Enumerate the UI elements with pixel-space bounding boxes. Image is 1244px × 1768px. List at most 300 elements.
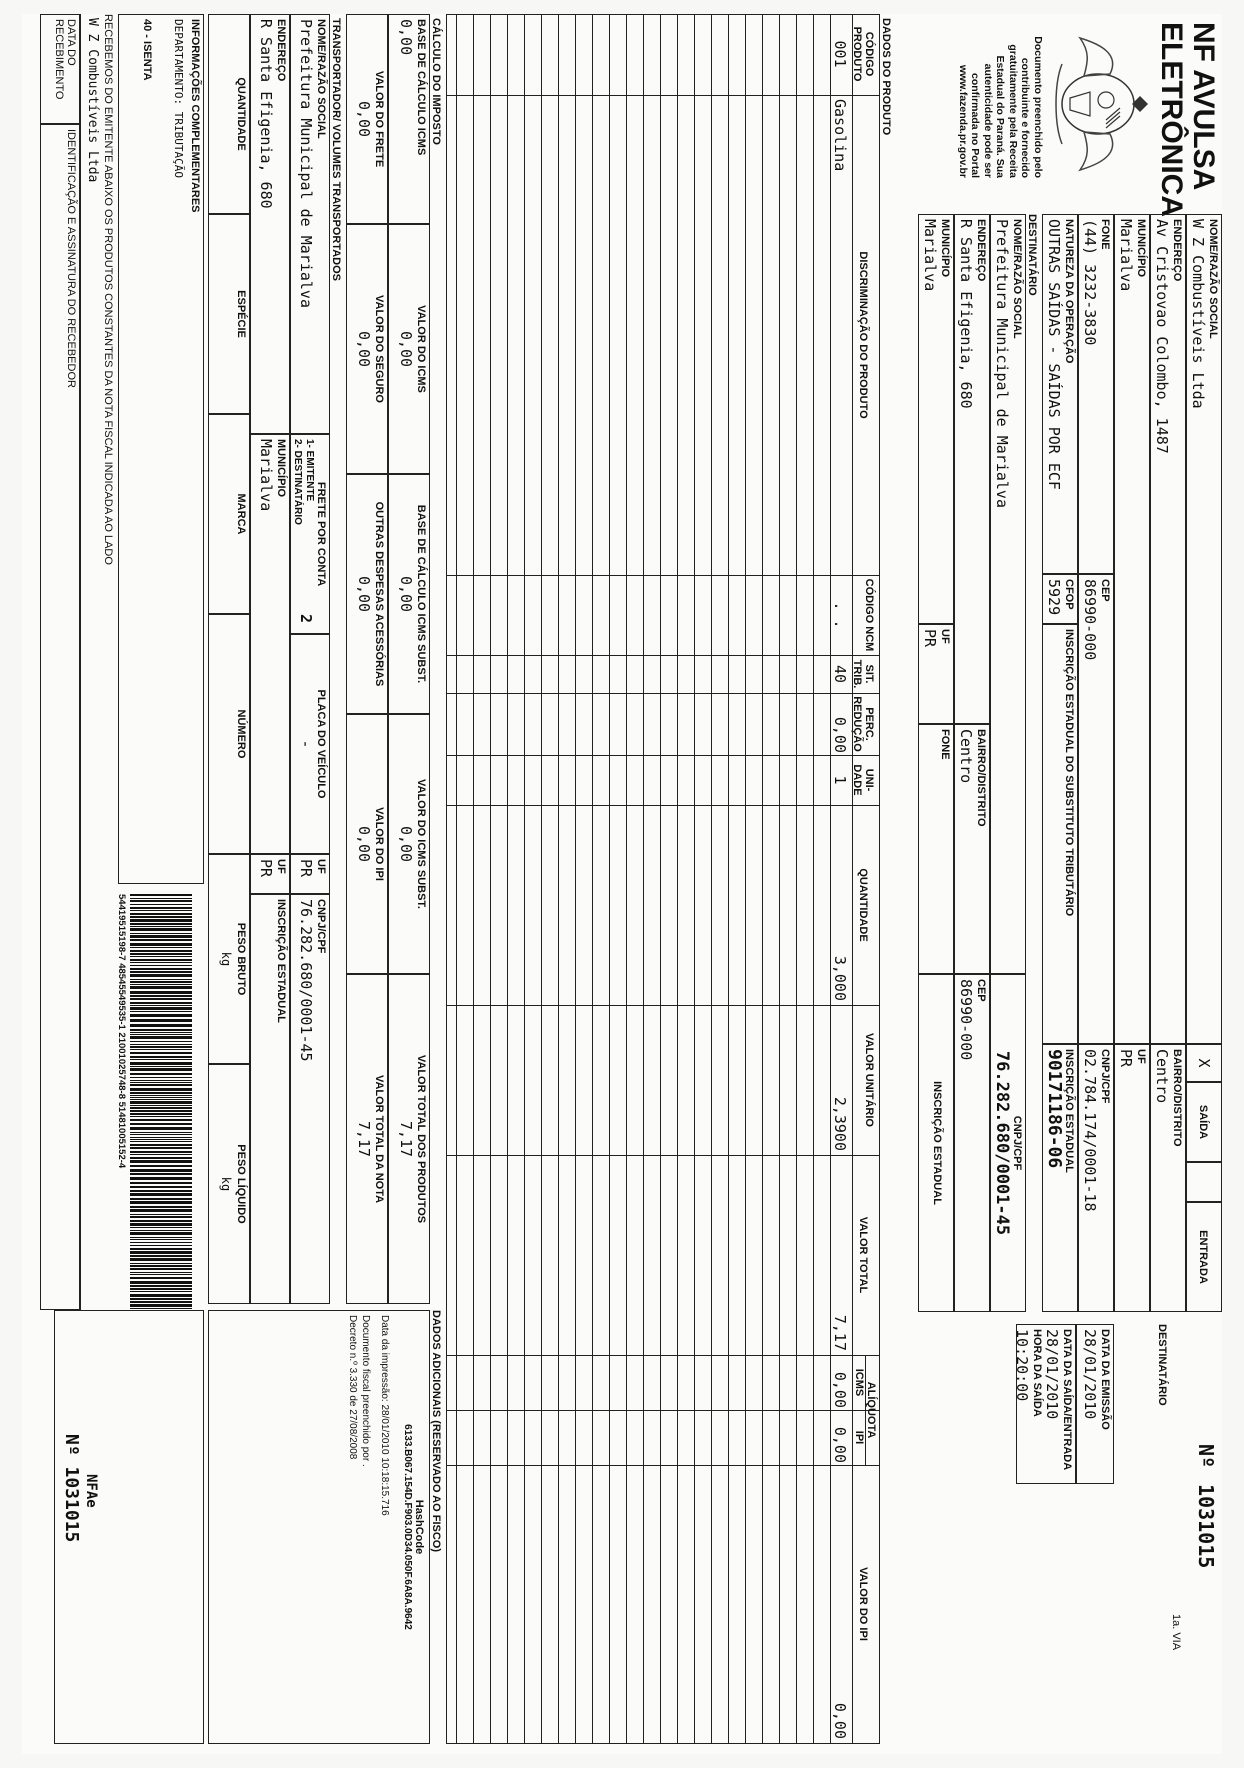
barcode-bar (130, 1239, 192, 1240)
barcode-bar (130, 1169, 192, 1172)
barcode-bar (130, 974, 192, 977)
adicionais-box (208, 1310, 430, 1744)
barcode-bar (130, 1092, 192, 1094)
calculo-section-label: CÁLCULO DO IMPOSTO (430, 18, 442, 145)
grid-row-line (813, 15, 814, 1743)
complementares-label: INFORMAÇÕES COMPLEMENTARES (189, 19, 201, 213)
item-valor-ipi: 0,00 (831, 1702, 849, 1739)
barcode-bar (130, 907, 192, 909)
data-saida-label: DATA DA SAÍDA/ENTRADA (1061, 1329, 1073, 1471)
grid-row-line (592, 15, 593, 1743)
base-icms-label: BASE DE CÁLCULO ICMS (415, 19, 427, 156)
barcode-bar (130, 1281, 192, 1284)
item-valor-total: 7,17 (831, 1314, 849, 1351)
grid-row-line (575, 15, 576, 1743)
nf-avulsa-document (22, 14, 1222, 1754)
transp-numero-cell (208, 614, 250, 854)
dest-bairro: Centro (957, 729, 975, 784)
grid-row-line (490, 15, 491, 1743)
barcode-bar (130, 1304, 192, 1307)
barcode-bar (130, 898, 192, 899)
transportador-section-label: TRANSPORTADOR/ VOLUMES TRANSPORTADOS (330, 18, 342, 281)
barcode-bar (130, 1223, 192, 1226)
emitente-cep: 86990-000 (1081, 579, 1099, 661)
transp-nome-label: NOME/RAZÃO SOCIAL (315, 19, 327, 139)
grid-row-line (643, 15, 644, 1743)
barcode-bar (130, 1248, 192, 1250)
emitente-nome-cell (1186, 214, 1222, 1044)
barcode-bar (130, 1082, 192, 1083)
transp-frete-value: 2 (297, 613, 315, 623)
grid-column-line (447, 575, 879, 576)
barcode-bar (130, 928, 192, 931)
barcode-bar (130, 894, 192, 896)
transp-placa-label: PLACA DO VEÍCULO (315, 689, 327, 799)
emitente-ie-cell (1042, 1044, 1078, 1312)
barcode-bar (130, 1019, 192, 1022)
barcode-bar (130, 1206, 192, 1208)
transp-quantidade-cell (208, 14, 250, 214)
barcode-bar (130, 1024, 192, 1027)
nf-number-label: Nº (1194, 1444, 1218, 1469)
transp-uf2-label: UF (275, 859, 287, 874)
col-valor-total: VALOR TOTAL (857, 1216, 869, 1294)
item-sit: 40 (831, 664, 849, 684)
data-recebimento-label: DATA DO RECEBIMENTO (53, 19, 77, 100)
item-descricao: Gasolina (831, 99, 849, 172)
barcode-bar (130, 933, 192, 934)
barcode-bar (130, 1291, 192, 1292)
emitente-ie: 90171186-06 (1044, 1049, 1065, 1169)
emitente-uf-label: UF (1135, 1049, 1147, 1064)
outras: 0,00 (355, 575, 373, 613)
barcode-bar (130, 1274, 192, 1275)
barcode-bar (130, 1032, 192, 1033)
adicionais-section-label: DADOS ADICIONAIS (RESERVADO AO FISCO) (430, 1310, 442, 1553)
item-quantidade: 3,000 (831, 955, 849, 1001)
natureza: OUTRAS SAÍDAS - SAÍDAS POR ECF (1045, 219, 1063, 490)
emitente-endereco: Av Cristovao Colombo, 1487 (1153, 219, 1171, 454)
col-unidade: UNI- DADE (851, 764, 875, 796)
produtos-table (446, 14, 880, 1744)
frete-label: VALOR DO FRETE (373, 70, 385, 168)
barcode-bar (130, 1298, 192, 1300)
portal-note: Documento preenchido pelo contribuinte e fornecido gratuitamente pela Receita Estadual do Paraná. Sua autenticidade pode ser confirmada no Portal www.fazenda.pr.gov.br (957, 36, 1044, 178)
dest-nome-label: NOME/RAZÃO SOCIAL (1011, 219, 1023, 339)
dest-uf: PR (921, 629, 939, 648)
valor-icms-label: VALOR DO ICMS (415, 305, 427, 393)
grid-column-line (447, 755, 879, 756)
transp-marca-label: MARCA (235, 493, 247, 535)
item-unidade: 1 (831, 775, 849, 785)
dest-ie-cell (918, 974, 954, 1312)
barcode-bar (130, 939, 192, 941)
barcode-bar (130, 1046, 192, 1048)
transp-municipio: Marialva (257, 439, 275, 512)
emitente-cnpj: 02.784.174/0001-18 (1081, 1049, 1099, 1212)
destinatario-tag: DESTINATÁRIO (1156, 1324, 1168, 1406)
col-valor-ipi: VALOR DO IPI (857, 1567, 869, 1641)
barcode-bar (130, 1137, 192, 1138)
dest-fone-label: FONE (939, 729, 951, 760)
barcode-bar (130, 1201, 192, 1204)
grid-column-line (447, 805, 879, 806)
nf-number: 1031015 (1194, 1484, 1218, 1569)
item-perc: 0,00 (831, 716, 849, 753)
barcode-bar (130, 947, 192, 948)
col-descricao: DISCRIMINAÇÃO DO PRODUTO (857, 251, 869, 419)
dest-nome: Prefeitura Municipal de Marialva (993, 219, 1011, 508)
barcode-bar (130, 1132, 192, 1133)
transp-peso-bruto-cell (208, 854, 250, 1064)
barcode-bar (130, 1308, 192, 1309)
barcode-bar (130, 1157, 192, 1159)
data-saida-cell (1013, 1324, 1076, 1484)
barcode-bar (130, 916, 192, 918)
grid-column-line (447, 655, 879, 656)
barcode-bar (130, 1173, 192, 1175)
grid-row-line (456, 15, 457, 1743)
dest-cep-label: CEP (975, 979, 987, 1002)
outras-label: OUTRAS DESPESAS ACESSÓRIAS (373, 501, 385, 687)
col-quantidade: QUANTIDADE (857, 868, 869, 942)
seguro-cell (346, 224, 388, 474)
barcode-bar (130, 1044, 192, 1045)
barcode-bar (130, 968, 192, 970)
brand-line1: NF AVULSA (1187, 22, 1220, 191)
barcode-bar (130, 1139, 192, 1140)
barcode-bar (130, 1059, 192, 1060)
doc-fiscal: Documento fiscal preenchido por . (360, 1315, 371, 1467)
barcode-bar (130, 1193, 192, 1196)
data-emissao-cell (1076, 1324, 1114, 1484)
barcode-bar (130, 956, 192, 957)
transp-peso-liquido-unit: kg (219, 1176, 233, 1192)
transp-peso-liquido-cell (208, 1064, 250, 1304)
transp-frete-opt2: 2- DESTINATÁRIO (292, 439, 303, 525)
ie-subst-cell (1042, 624, 1078, 1044)
barcode-bar (130, 1116, 192, 1117)
barcode-bar (130, 1230, 192, 1231)
impressao: Data da impressão: 28/01/2010 10:18:15.716 (379, 1315, 390, 1516)
emitente-cep-label: CEP (1099, 579, 1111, 602)
dest-endereco-label: ENDEREÇO (975, 219, 987, 282)
transp-uf2-cell (250, 854, 290, 894)
barcode-bar (130, 943, 192, 946)
via-block (1150, 1324, 1186, 1744)
grid-column-line (447, 693, 879, 694)
emitente-municipio-cell (1114, 214, 1150, 1044)
total-nota-cell (346, 974, 388, 1304)
barcode-bar (130, 1151, 192, 1153)
product-grid (447, 15, 879, 1743)
base-icms-cell (388, 14, 430, 224)
barcode-bar (130, 1232, 192, 1235)
saida-mark: X (1195, 1058, 1213, 1068)
barcode-bar (130, 1245, 192, 1246)
grid-row-line (677, 15, 678, 1743)
grid-column-line (447, 1465, 879, 1466)
barcode-bar (130, 910, 192, 911)
grid-column-line (447, 95, 879, 96)
transp-quantidade-label: QUANTIDADE (235, 77, 247, 151)
transp-placa-cell (290, 634, 330, 854)
valor-subst-label: VALOR DO ICMS SUBST. (415, 779, 427, 909)
barcode-bar (130, 984, 192, 985)
barcode-bar (130, 962, 192, 963)
isenta: 40 - ISENTA (141, 19, 153, 81)
seguro: 0,00 (355, 330, 373, 368)
barcode-bar (130, 1263, 192, 1264)
barcode-bar (130, 1186, 192, 1188)
emitente-nome: W Z Combustíveis Ltda (1189, 219, 1207, 409)
grid-row-line (745, 15, 746, 1743)
transp-nome-cell (290, 14, 330, 434)
barcode-bar (130, 959, 192, 961)
barcode-bar (130, 1036, 192, 1039)
emitente-bairro: Centro (1153, 1049, 1171, 1104)
total-produtos-cell (388, 974, 430, 1304)
barcode-bar (130, 1277, 192, 1279)
transp-uf: PR (297, 859, 315, 878)
barcode-bar (130, 1062, 192, 1065)
barcode-bar (130, 1041, 192, 1042)
emitente-nome-label: NOME/RAZÃO SOCIAL (1207, 219, 1219, 339)
cfop: 5929 (1045, 579, 1063, 616)
barcode-bar (130, 1134, 192, 1135)
grid-row-line (473, 15, 474, 1743)
barcode-bar (130, 1113, 192, 1115)
valor-icms-cell (388, 224, 430, 474)
barcode-bar (130, 1265, 192, 1267)
natureza-cell (1042, 214, 1078, 574)
decreto: Decreto n.º 3.330 de 27/08/2008 (347, 1315, 358, 1460)
barcode-bar (130, 1101, 192, 1104)
col-icms: ICMS (853, 1368, 865, 1397)
frete-cell (346, 14, 388, 224)
total-nota-label: VALOR TOTAL DA NOTA (373, 1074, 385, 1204)
dest-cnpj: 76.282.680/0001-45 (992, 1050, 1012, 1236)
barcode-bar (130, 1154, 192, 1155)
brand-block (1052, 14, 1222, 217)
emitente-municipio: Marialva (1117, 219, 1135, 292)
barcode-bar (130, 1209, 192, 1212)
base-icms: 0,00 (397, 19, 415, 56)
barcode-bar (130, 1080, 192, 1081)
barcode-bar (130, 1049, 192, 1050)
barcode-bar (130, 1268, 192, 1270)
barcode-bar (130, 900, 192, 902)
barcode-bar (130, 1237, 192, 1238)
barcode-bar (130, 1005, 192, 1006)
barcode-bar (130, 1182, 192, 1184)
barcode-bar (130, 1014, 192, 1017)
barcode-bar (130, 1242, 192, 1243)
item-valor-unit: 2,3900 (831, 1096, 849, 1151)
emitente-fone-cell (1078, 214, 1114, 574)
barcode-bar (130, 1088, 192, 1091)
barcode-bar (130, 1095, 192, 1096)
transp-nome: Prefeitura Municipal de Marialva (297, 19, 315, 308)
transp-frete-label: FRETE POR CONTA (315, 481, 327, 587)
barcode-bar (130, 1141, 192, 1142)
data-emissao-label: DATA DA EMISSÃO (1099, 1329, 1111, 1430)
departamento: DEPARTAMENTO: TRIBUTAÇÃO (172, 19, 185, 178)
col-codigo: CÓDIGO PRODUTO (851, 26, 875, 82)
barcode-bar (130, 1119, 192, 1121)
barcode-bar (130, 1007, 192, 1010)
grid-row-line (762, 15, 763, 1743)
barcode-bar (130, 1011, 192, 1012)
dest-cnpj-cell (990, 974, 1026, 1312)
grid-row-line (694, 15, 695, 1743)
emitente-uf: PR (1117, 1049, 1135, 1068)
valor-subst-cell (388, 714, 430, 974)
grid-row-line (796, 15, 797, 1743)
barcode-bar (130, 1190, 192, 1192)
nf-number-block (1186, 1324, 1222, 1744)
entrada-blank-cell (1186, 1162, 1222, 1202)
emitente-cnpj-cell (1078, 1044, 1114, 1312)
barcode-bar (130, 1160, 192, 1163)
barcode-bar (130, 1165, 192, 1167)
transp-cnpj-label: CNPJ/CPF (315, 899, 327, 954)
canhoto-emitente-cell (80, 14, 102, 1310)
dest-ie-label: INSCRIÇÃO ESTADUAL (931, 1081, 943, 1205)
dest-municipio-cell (918, 214, 954, 624)
item-ipi: 0,00 (831, 1426, 849, 1463)
grid-row-line (524, 15, 525, 1743)
barcode (130, 894, 192, 1314)
total-nota: 7,17 (355, 1120, 373, 1158)
base-subst-label: BASE DE CÁLCULO ICMS SUBST. (415, 504, 427, 684)
transp-municipio-label: MUNICÍPIO (275, 439, 287, 498)
grid-row-line (626, 15, 627, 1743)
transp-especie-cell (208, 214, 250, 414)
barcode-bar (130, 1056, 192, 1058)
transp-uf-cell (290, 854, 330, 894)
barcode-bar (130, 1214, 192, 1215)
barcode-bar (130, 1029, 192, 1031)
col-ncm: CÓDIGO NCM (863, 578, 875, 652)
barcode-bar (130, 913, 192, 915)
dest-municipio-label: MUNICÍPIO (939, 219, 951, 278)
transp-frete-opt1: 1- EMITENTE (304, 439, 315, 502)
parana-coat-of-arms-icon (1052, 34, 1150, 174)
transp-cnpj: 76.282.680/0001-45 (297, 899, 315, 1062)
transp-endereco-label: ENDEREÇO (275, 19, 287, 82)
total-produtos: 7,17 (397, 1120, 415, 1158)
barcode-bar (130, 953, 192, 955)
nfae-label: NFAe (83, 1474, 99, 1508)
identificacao-label: IDENTIFICAÇÃO E ASSINATURA DO RECEBEDOR (65, 129, 77, 388)
emitente-fone: (44) 3232-3830 (1081, 219, 1099, 346)
transp-numero-label: NÚMERO (235, 709, 247, 759)
barcode-bar (130, 935, 192, 938)
barcode-bar (130, 1288, 192, 1290)
item-codigo: 001 (831, 40, 849, 68)
barcode-bar (130, 926, 192, 927)
barcode-bar (130, 1123, 192, 1125)
grid-column-line (447, 1410, 879, 1411)
grid-row-line (711, 15, 712, 1743)
emitente-endereco-cell (1150, 214, 1186, 1044)
barcode-bar (130, 1255, 192, 1257)
hashcode: 6133.B067.154D.F903.0D34.050F.6A8A.9642 (402, 1424, 413, 1630)
barcode-bar (130, 1272, 192, 1273)
emitente-municipio-label: MUNICÍPIO (1135, 219, 1147, 278)
barcode-text: 54419515198-7 48545549535-1 21001025748-8 51481005152-4 (116, 894, 127, 1169)
transp-cnpj-cell (290, 894, 330, 1304)
via-label: 1a. VIA (1170, 1614, 1182, 1651)
saida-label: SAÍDA (1197, 1104, 1209, 1140)
col-valor-unit: VALOR UNITÁRIO (863, 1033, 875, 1127)
data-saida: 28/01/2010 (1043, 1329, 1061, 1420)
barcode-bar (130, 1077, 192, 1078)
barcode-bar (130, 1127, 192, 1130)
emitente-bairro-label: BAIRRO/DISTRITO (1171, 1049, 1183, 1147)
barcode-bar (130, 971, 192, 973)
identificacao-cell (40, 124, 80, 1310)
barcode-bar (130, 1107, 192, 1109)
emitente-uf-cell (1114, 1044, 1150, 1312)
barcode-bar (130, 991, 192, 994)
barcode-bar (130, 1034, 192, 1035)
natureza-label: NATUREZA DA OPERAÇÃO (1063, 219, 1075, 364)
barcode-bar (130, 986, 192, 989)
grid-column-line (447, 1355, 879, 1356)
dest-cnpj-label: CNPJ/CPF (1011, 1115, 1023, 1171)
barcode-bar (130, 1144, 192, 1146)
nfae-block (42, 1434, 102, 1734)
barcode-bar (130, 1227, 192, 1228)
dest-cep-cell (954, 974, 990, 1312)
barcode-bar (130, 1073, 192, 1075)
dest-cep: 86990-000 (957, 979, 975, 1061)
grid-row-line (830, 15, 831, 1743)
base-subst: 0,00 (397, 575, 415, 613)
grid-column-line (447, 1155, 879, 1156)
data-recebimento-cell (40, 14, 80, 124)
barcode-bar (130, 1068, 192, 1071)
barcode-bar (130, 979, 192, 980)
dest-municipio: Marialva (921, 219, 939, 292)
frete: 0,00 (355, 100, 373, 138)
barcode-bar (130, 1294, 192, 1297)
grid-row-line (507, 15, 508, 1743)
cfop-cell (1042, 574, 1078, 624)
grid-row-line (541, 15, 542, 1743)
total-produtos-label: VALOR TOTAL DOS PRODUTOS (415, 1054, 427, 1224)
brand-line2: ELETRÔNICA (1155, 22, 1188, 217)
calc-ipi-cell (346, 714, 388, 974)
transp-municipio-cell (250, 434, 290, 854)
transp-ie-label: INSCRIÇÃO ESTADUAL (275, 899, 287, 1023)
barcode-bar (130, 1216, 192, 1218)
col-sit: SIT. TRIB. (851, 659, 875, 689)
barcode-bar (130, 1052, 192, 1054)
grid-row-line (660, 15, 661, 1743)
grid-row-line (609, 15, 610, 1743)
item-icms: 0,00 (831, 1371, 849, 1408)
emitente-endereco-label: ENDEREÇO (1171, 219, 1183, 282)
barcode-bar (130, 965, 192, 966)
grid-row-line (728, 15, 729, 1743)
calc-ipi: 0,00 (355, 825, 373, 863)
dest-bairro-cell (954, 724, 990, 974)
barcode-bar (130, 981, 192, 983)
transp-uf2: PR (257, 859, 275, 878)
